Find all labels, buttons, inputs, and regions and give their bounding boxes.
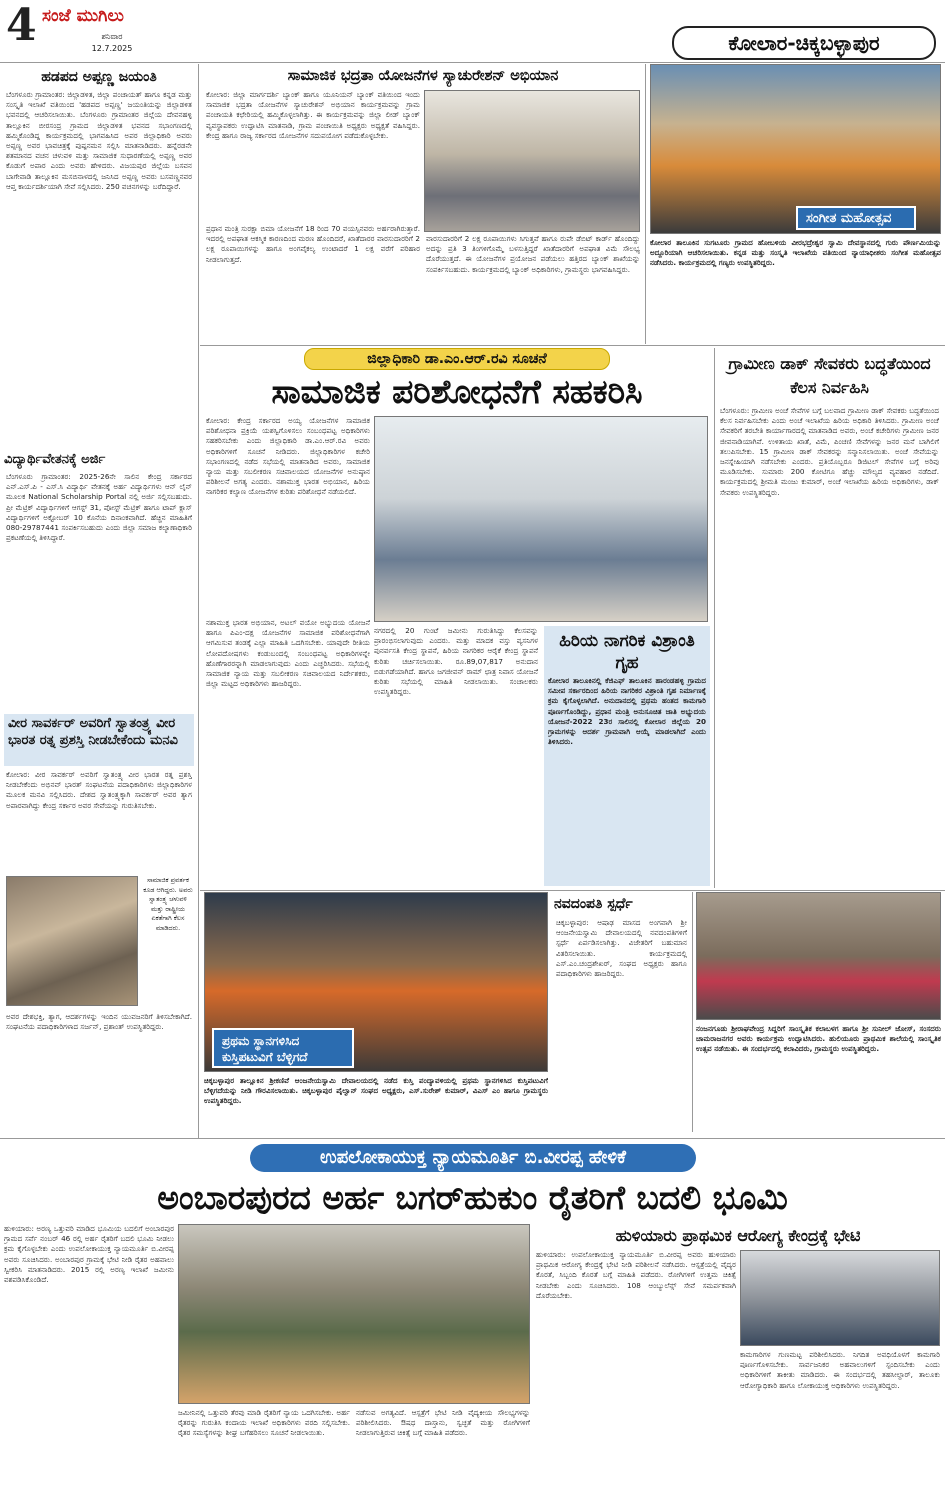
photo-caption: ನಂಜನಗೂಡು ಶ್ರೀರಾಘವೇಂದ್ರ ಸಿದ್ದರಿಗೆ ಸಾಂಸ್ಕೃತಿಕ ಕಲಾಬಳಗ ಹಾಗೂ ಶ್ರೀ ಸುನೀಲ್ ಜೋಸ್, ಸಂಸದರು ಚಾಮರಾಜನಗರ ಅವರು ಕಾರ್ಯಕ್ರಮ ಉದ್ಘಾಟಿಸಿದರು. ಹುಲಿಯೂರು ಪ್ರಾಥಮಿಕ ಶಾಲೆಯಲ್ಲಿ ಸಾಂಸ್ಕೃತಿಕ ಉತ್ಸವ ನಡೆಯಿತು. ಈ ಸಂದರ್ಭದಲ್ಲಿ ಕಲಾವಿದರು, ಗ್ರಾಮಸ್ಥರು ಉಪಸ್ಥಿತರಿದ್ದರು. — [696, 1024, 941, 1054]
story-body: ಚಿಕ್ಕಬಳ್ಳಾಪುರ: ಆಷಾಢ ಮಾಸದ ಅಂಗವಾಗಿ ಶ್ರೀ ಆಂಜನೇಯಸ್ವಾಮಿ ದೇವಾಲಯದಲ್ಲಿ ನವದಂಪತಿಗಳಿಗೆ ಸ್ಪರ್ಧೆ ಏರ್ಪಡಿಸಲಾಗಿತ್ತು. ವಿಜೇತರಿಗೆ ಬಹುಮಾನ ವಿತರಿಸಲಾಯಿತು. ಕಾರ್ಯಕ್ರಮದಲ್ಲಿ ಎಸ್.ಎಂ.ಚಂದ್ರಶೇಖರ್, ಸಂಘದ ಅಧ್ಯಕ್ಷರು ಹಾಗೂ ಪದಾಧಿಕಾರಿಗಳು ಹಾಜರಿದ್ದರು. — [556, 918, 687, 979]
box-title: ಹಿರಿಯ ನಾಗರಿಕ ವಿಶ್ರಾಂತಿ ಗೃಹ — [559, 631, 695, 673]
story-body: ನಡೆಸುವ ಅಗತ್ಯವಿದೆ. ಆಸ್ಪತ್ರೆಗೆ ಭೇಟಿ ನೀಡಿ ವೈದ್ಯಕೀಯ ಸೌಲಭ್ಯಗಳನ್ನು ಪರಿಶೀಲಿಸಿದರು. ಔಷಧ ದಾಸ್ತಾನು, ಸ್ವಚ್ಛತೆ ಮತ್ತು ರೋಗಿಗಳಿಗೆ ನೀಡಲಾಗುತ್ತಿರುವ ಚಿಕಿತ್ಸೆ ಬಗ್ಗೆ ಮಾಹಿತಿ ಪಡೆದರು. — [356, 1408, 530, 1438]
issue-date: 12.7.2025 — [91, 44, 133, 53]
story-body: ಹುಳಿಯಾರು: ಅರಣ್ಯ ಒತ್ತುವರಿ ಮಾಡಿದ ಭೂಮಿಯ ಬದಲಿಗೆ ಅಂಬಾರಪುರ ಗ್ರಾಮದ ಸರ್ವೆ ನಂಬರ್ 46 ರಲ್ಲಿ ಅರ್ಹ ರೈತರಿಗೆ ಬದಲಿ ಭೂಮಿ ನೀಡಲು ಕ್ರಮ ಕೈಗೊಳ್ಳಬೇಕು ಎಂದು ಉಪಲೋಕಾಯುಕ್ತ ನ್ಯಾಯಮೂರ್ತಿ ಬಿ.ವೀರಪ್ಪ ಅವರು ಸೂಚಿಸಿದರು. ಅಂಬಾರಪುರ ಗ್ರಾಮಕ್ಕೆ ಭೇಟಿ ನೀಡಿ ರೈತರ ಅಹವಾಲು ಸ್ವೀಕರಿಸಿ ಮಾತನಾಡಿದರು. 2015 ರಲ್ಲಿ ಅರಣ್ಯ ಇಲಾಖೆ ಜಮೀನು ವಶಪಡಿಸಿಕೊಂಡಿದೆ. — [4, 1224, 174, 1285]
news-photo — [374, 416, 708, 622]
wrestling-story — [204, 892, 548, 1132]
story-body: ಕಾಮಗಾರಿಗಳ ಗುಣಮಟ್ಟ ಪರಿಶೀಲಿಸಿದರು. ನಿಗದಿತ ಅವಧಿಯೊಳಗೆ ಕಾಮಗಾರಿ ಪೂರ್ಣಗೊಳಿಸಬೇಕು. ಸಾರ್ವಜನಿಕರ ಅಹವಾಲುಗಳಿಗೆ ಸ್ಪಂದಿಸಬೇಕು ಎಂದು ಅಧಿಕಾರಿಗಳಿಗೆ ತಾಕೀತು ಮಾಡಿದರು. ಈ ಸಂದರ್ಭದಲ್ಲಿ ತಹಸೀಲ್ದಾರ್, ತಾಲೂಕು ಆರೋಗ್ಯಾಧಿಕಾರಿ ಹಾಗೂ ಲೋಕಾಯುಕ್ತ ಅಧಿಕಾರಿಗಳು ಉಪಸ್ಥಿತರಿದ್ದರು. — [740, 1350, 940, 1390]
story-body: ಅವರ ದೇಶಭಕ್ತಿ, ತ್ಯಾಗ, ಆದರ್ಶಗಳನ್ನು ಇಂದಿನ ಯುವಜನರಿಗೆ ತಿಳಿಸಬೇಕಾಗಿದೆ. ಸಂಘಟನೆಯ ಪದಾಧಿಕಾರಿಗಳಾದ ಸರ್ಜನ್, ಪ್ರಶಾಂತ್ ಉಪಸ್ಥಿತರಿದ್ದರು. — [6, 1012, 192, 1032]
section-title: ಕೋಲಾರ-ಚಿಕ್ಕಬಳ್ಳಾಪುರ — [672, 26, 936, 60]
masthead — [0, 0, 945, 60]
story-kicker: ಉಪಲೋಕಾಯುಕ್ತ ನ್ಯಾಯಮೂರ್ತಿ ಬಿ.ವೀರಪ್ಪ ಹೇಳಿಕೆ — [250, 1144, 696, 1172]
page-number: 4 — [6, 2, 37, 50]
story-body: ಕೋಲಾರ: ವೀರ ಸಾವರ್ಕರ್ ಅವರಿಗೆ ಸ್ವಾತಂತ್ರ್ಯ ವೀರ ಭಾರತ ರತ್ನ ಪ್ರಶಸ್ತಿ ನೀಡಬೇಕೆಂದು ಅಭಿನವ್ ಭಾರತ್ ಸಂಘಟನೆಯ ಪದಾಧಿಕಾರಿಗಳು ಜಿಲ್ಲಾಧಿಕಾರಿಗಳ ಮೂಲಕ ಮನವಿ ಸಲ್ಲಿಸಿದರು. ದೇಶದ ಸ್ವಾತಂತ್ರ್ಯಕ್ಕಾಗಿ ಸಾವರ್ಕರ್ ಅವರ ತ್ಯಾಗ ಅಪಾರವಾಗಿದ್ದು ಕೇಂದ್ರ ಸರ್ಕಾರ ಅವರ ಸೇವೆಯನ್ನು ಗುರುತಿಸಬೇಕು. — [6, 770, 192, 810]
story-body: ಪ್ರಧಾನ ಮಂತ್ರಿ ಸುರಕ್ಷಾ ಬಿಮಾ ಯೋಜನೆಗೆ 18 ರಿಂದ 70 ವಯಸ್ಸಿನವರು ಅರ್ಹರಾಗಿರುತ್ತಾರೆ. ಇದರಲ್ಲಿ ಅಪಘಾತ ಆಕಸ್ಮಿಕ ಕಾರಣದಿಂದ ಮರಣ ಹೊಂದಿದರೆ, ಖಾತೆದಾರರ ವಾರಸುದಾರರಿಗೆ 2 ಲಕ್ಷ ರೂಪಾಯಿಗಳನ್ನು ಹಾಗೂ ಅಂಗವೈಕಲ್ಯ ಉಂಟಾದರೆ 1 ಲಕ್ಷ ವರೆಗೆ ಪರಿಹಾರ ನೀಡಲಾಗುತ್ತದೆ. — [206, 224, 420, 264]
story-body: ನಶಾಮುಕ್ತ ಭಾರತ ಅಭಿಯಾನ, ಅಟಲ್ ವಯೋ ಅಭ್ಯುದಯ ಯೋಜನೆ ಹಾಗೂ ಪಿಎಂ-ದಕ್ಷ ಯೋಜನೆಗಳ ಸಾಮಾಜಿಕ ಪರಿಶೋಧನೆಗಾಗಿ ಆಗಮಿಸುವ ತಂಡಕ್ಕೆ ಎಲ್ಲಾ ಮಾಹಿತಿ ಒದಗಿಸಬೇಕು. ಯಾವುದೇ ರೀತಿಯ ಲೋಪದೋಷಗಳು ಕಂಡುಬಂದಲ್ಲಿ ಸಂಬಂಧಪಟ್ಟ ಅಧಿಕಾರಿಗಳನ್ನೇ ಹೊಣೆಗಾರರನ್ನಾಗಿ ಮಾಡಲಾಗುವುದು ಎಂದು ಎಚ್ಚರಿಸಿದರು. ಸಭೆಯಲ್ಲಿ ಸಾಮಾಜಿಕ ನ್ಯಾಯ ಮತ್ತು ಸಬಲೀಕರಣ ಸಚಿವಾಲಯದ ನಿರ್ದೇಶಕರು, ಜಿಲ್ಲಾ ಮಟ್ಟದ ಅಧಿಕಾರಿಗಳು ಹಾಜರಿದ್ದರು. — [206, 618, 370, 689]
story-body: ಕೋಲಾರ: ಕೇಂದ್ರ ಸರ್ಕಾರದ ಅಯ್ಯ ಯೋಜನೆಗಳ ಸಾಮಾಜಿಕ ಪರಿಶೋಧನಾ ಪ್ರಕ್ರಿಯೆ ಯಶಸ್ವಿಗೊಳಿಸಲು ಸಂಬಂಧಪಟ್ಟ ಅಧಿಕಾರಿಗಳು ಸಹಕರಿಸಬೇಕು ಎಂದು ಜಿಲ್ಲಾಧಿಕಾರಿ ಡಾ.ಎಂ.ಆರ್.ರವಿ ಅವರು ಅಧಿಕಾರಿಗಳಿಗೆ ಸೂಚನೆ ನೀಡಿದರು. ಜಿಲ್ಲಾಧಿಕಾರಿಗಳ ಕಚೇರಿ ಸಭಾಂಗಣದಲ್ಲಿ ನಡೆದ ಸಭೆಯಲ್ಲಿ ಮಾತನಾಡಿದ ಅವರು, ಸಾಮಾಜಿಕ ನ್ಯಾಯ ಮತ್ತು ಸಬಲೀಕರಣ ಸಚಿವಾಲಯದ ಯೋಜನೆಗಳ ಅನುಷ್ಠಾನ ಪರಿಶೀಲನೆ ಅಗತ್ಯ ಎಂದರು. ನಶಾಮುಕ್ತ ಭಾರತ ಅಭಿಯಾನ, ಹಿರಿಯ ನಾಗರಿಕರ ಕಲ್ಯಾಣ ಯೋಜನೆಗಳ ಕುರಿತು ಪರಿಶೋಧನೆ ನಡೆಯಲಿದೆ. — [206, 416, 370, 497]
story-body: ಬೆಂಗಳೂರು ಗ್ರಾಮಾಂತರ: ಜಿಲ್ಲಾಡಳಿತ, ಜಿಲ್ಲಾ ಪಂಚಾಯತ್ ಹಾಗೂ ಕನ್ನಡ ಮತ್ತು ಸಂಸ್ಕೃತಿ ಇಲಾಖೆ ವತಿಯಿಂದ 'ಹಡಪದ ಅಪ್ಪಣ್ಣ' ಜಯಂತಿಯನ್ನು ಜಿಲ್ಲಾಡಳಿತ ಭವನದಲ್ಲಿ ಆಚರಿಸಲಾಯಿತು. ಬೆಂಗಳೂರು ಗ್ರಾಮಾಂತರ ಜಿಲ್ಲೆಯ ದೇವನಹಳ್ಳಿ ತಾಲ್ಲೂಕಿನ ಬೀರಸಂದ್ರ ಗ್ರಾಮದ ಜಿಲ್ಲಾಡಳಿತ ಭವನದ ಸಭಾಂಗಣದಲ್ಲಿ ಹಮ್ಮಿಕೊಂಡಿದ್ದ ಕಾರ್ಯಕ್ರಮದಲ್ಲಿ ಭಾಗವಹಿಸಿದ ಅಪರ ಜಿಲ್ಲಾಧಿಕಾರಿ ಅವರು ಅಪ್ಪಣ್ಣ ಅವರ ಭಾವಚಿತ್ರಕ್ಕೆ ಪುಷ್ಪನಮನ ಸಲ್ಲಿಸಿ ಮಾತನಾಡಿದರು. ಹನ್ನೆರಡನೇ ಶತಮಾನದ ವಚನ ಚಳುವಳಿ ಮತ್ತು ಸಾಮಾಜಿಕ ಸುಧಾರಣೆಯಲ್ಲಿ ಅಪ್ಪಣ್ಣ ಅವರ ಕೊಡುಗೆ ಅಪಾರ ಎಂದು ಅವರು ಹೇಳಿದರು. ವಿಜಯಪುರ ಜಿಲ್ಲೆಯ ಬಸವನ ಬಾಗೇವಾಡಿ ತಾಲ್ಲೂಕಿನ ಮಸಬಿನಾಳದಲ್ಲಿ ಜನಿಸಿದ ಅಪ್ಪಣ್ಣ ಅವರು ಬಸವಣ್ಣನವರ ಆಪ್ತ ಕಾರ್ಯದರ್ಶಿಯಾಗಿ ಸೇವೆ ಸಲ್ಲಿಸಿದರು. 250 ವಚನಗಳನ್ನು ಬರೆದಿದ್ದಾರೆ. — [6, 90, 192, 191]
paper-name: ಸಂಜೆ ಮುಗಿಲು — [42, 6, 124, 26]
dc-story — [204, 348, 710, 888]
dak-story — [718, 352, 941, 888]
story-body: ವಾರಸುದಾರರಿಗೆ 2 ಲಕ್ಷ ರೂಪಾಯಿಗಳು ಸಿಗುತ್ತವೆ ಹಾಗೂ ರುಪೇ ಡೆಬಿಟ್ ಕಾರ್ಡ್ ಹೊಂದಿದ್ದು ಅದನ್ನು ಪ್ರತಿ 3 ತಿಂಗಳಿಗೊಮ್ಮೆ ಬಳಸುತ್ತಿದ್ದರೆ ಖಾತೆದಾರರಿಗೆ ಅಪಘಾತ ವಿಮೆ ಸೌಲಭ್ಯ ದೊರೆಯುತ್ತದೆ. ಈ ಯೋಜನೆಗಳ ಪ್ರಯೋಜನ ಪಡೆಯಲು ಹತ್ತಿರದ ಬ್ಯಾಂಕ್ ಶಾಖೆಯನ್ನು ಸಂಪರ್ಕಿಸಬಹುದು. ಕಾರ್ಯಕ್ರಮದಲ್ಲಿ ಬ್ಯಾಂಕ್ ಅಧಿಕಾರಿಗಳು, ಗ್ರಾಮಸ್ಥರು ಭಾಗವಹಿಸಿದ್ದರು. — [426, 234, 640, 274]
story-title: ಸಾಮಾಜಿಕ ಭದ್ರತಾ ಯೋಜನೆಗಳ ಸ್ಯಾಚುರೇಶನ್ ಅಭಿಯಾನ — [287, 68, 559, 84]
elder-home-box — [544, 626, 710, 886]
story-title: ನವದಂಪತಿ ಸ್ಪರ್ಧೆ — [554, 896, 633, 912]
news-photo — [424, 90, 640, 232]
story-body: ಹುಳಿಯಾರು: ಉಪಲೋಕಾಯುಕ್ತ ನ್ಯಾಯಮೂರ್ತಿ ಬಿ.ವೀರಪ್ಪ ಅವರು ಹುಳಿಯಾರು ಪ್ರಾಥಮಿಕ ಆರೋಗ್ಯ ಕೇಂದ್ರಕ್ಕೆ ಭೇಟಿ ನೀಡಿ ಪರಿಶೀಲನೆ ನಡೆಸಿದರು. ಆಸ್ಪತ್ರೆಯಲ್ಲಿ ವೈದ್ಯರ ಕೊರತೆ, ಸಿಬ್ಬಂದಿ ಕೊರತೆ ಬಗ್ಗೆ ಮಾಹಿತಿ ಪಡೆದರು. ರೋಗಿಗಳಿಗೆ ಉತ್ತಮ ಚಿಕಿತ್ಸೆ ನೀಡಬೇಕು ಎಂದು ಸೂಚಿಸಿದರು. 108 ಆಂಬ್ಯುಲೆನ್ಸ್ ಸೇವೆ ಸಮರ್ಪಕವಾಗಿ ದೊರೆಯಬೇಕು. — [536, 1250, 736, 1300]
photo-side-text: ಸಾಮಾಜಿಕ ಪ್ರವರ್ತಕ ಕೂಡ ಆಗಿದ್ದರು. ಅವರು ಸ್ವಾತಂತ್ರ್ಯ ಚಳುವಳಿ ಮತ್ತು ರಾಷ್ಟ್ರೀಯ ಏಕತೆಗಾಗಿ ಕೆಲಸ ಮಾಡಿದರು. — [143, 876, 193, 932]
story-title: ಹಡಪದ ಅಪ್ಪಣ್ಣ ಜಯಂತಿ — [41, 69, 157, 85]
story-body: ಬೆಂಗಳೂರು ಗ್ರಾಮಾಂತರ: 2025-26ನೇ ಸಾಲಿನ ಕೇಂದ್ರ ಸರ್ಕಾರದ ಎನ್.ಎಸ್.ಪಿ - ಎಸ್.ಸಿ ವಿದ್ಯಾರ್ಥಿ ವೇತನಕ್ಕೆ ಅರ್ಹ ವಿದ್ಯಾರ್ಥಿಗಳು ಆನ್ ಲೈನ್ ಮೂಲಕ National Scholarship Portal ನಲ್ಲಿ ಅರ್ಜಿ ಸಲ್ಲಿಸಬಹುದು. ಪ್ರೀ ಮೆಟ್ರಿಕ್ ವಿದ್ಯಾರ್ಥಿಗಳಿಗೆ ಆಗಸ್ಟ್ 31, ಪೋಸ್ಟ್ ಮೆಟ್ರಿಕ್ ಹಾಗೂ ಟಾಪ್ ಕ್ಲಾಸ್ ವಿದ್ಯಾರ್ಥಿಗಳಿಗೆ ಅಕ್ಟೋಬರ್ 10 ಕೊನೆಯ ದಿನಾಂಕವಾಗಿದೆ. ಹೆಚ್ಚಿನ ಮಾಹಿತಿಗೆ 080-29787441 ಸಂಪರ್ಕಿಸಬಹುದು ಎಂದು ಜಿಲ್ಲಾ ಸಮಾಜ ಕಲ್ಯಾಣಾಧಿಕಾರಿ ಪ್ರಕಟಣೆಯಲ್ಲಿ ತಿಳಿಸಿದ್ದಾರೆ. — [6, 472, 192, 543]
bottom-story — [0, 1140, 945, 1491]
story-title: ವಿದ್ಯಾರ್ಥಿವೇತನಕ್ಕೆ ಅರ್ಜಿ — [4, 452, 106, 467]
photo-label: ಪ್ರಥಮ ಸ್ಥಾನಗಳಿಸಿದ ಕುಸ್ತಿಪಟುವಿಗೆ ಬೆಳ್ಳಿಗದೆ — [212, 1028, 354, 1068]
story-title: ವೀರ ಸಾವರ್ಕರ್ ಅವರಿಗೆ ಸ್ವಾತಂತ್ರ್ಯ ವೀರ ಭಾರತ ರತ್ನ ಪ್ರಶಸ್ತಿ ನೀಡಬೇಕೆಂದು ಮನವಿ — [4, 714, 194, 766]
couple-story — [554, 892, 689, 1132]
music-fest-story — [650, 64, 941, 344]
photo-caption: ಕೋಲಾರ ತಾಲೂಕಿನ ಸುಗಟೂರು ಗ್ರಾಮದ ಹೋಬಳಿಯ ವೀರಭದ್ರೇಶ್ವರ ಸ್ವಾಮಿ ದೇವಸ್ಥಾನದಲ್ಲಿ ಗುರು ಪೌರ್ಣಮಿಯನ್ನು ಅದ್ದೂರಿಯಾಗಿ ಆಚರಿಸಲಾಯಿತು. ಕನ್ನಡ ಮತ್ತು ಸಂಸ್ಕೃತಿ ಇಲಾಖೆಯ ವತಿಯಿಂದ ನ್ಯಾಯಾಧೀಶರು ಸಂಗೀತ ಮಹೋತ್ಸವ ನಡೆಸಿದರು. ಕಾರ್ಯಕ್ರಮದಲ್ಲಿ ಗಣ್ಯರು ಉಪಸ್ಥಿತರಿದ್ದರು. — [650, 238, 941, 268]
photo-label: ಸಂಗೀತ ಮಹೋತ್ಸವ — [796, 206, 916, 230]
photo-caption: ಚಿಕ್ಕಬಳ್ಳಾಪುರ ತಾಲ್ಲೂಕಿನ ಶ್ರೀಕಣಿವೆ ಆಂಜನೇಯಸ್ವಾಮಿ ದೇವಾಲಯದಲ್ಲಿ ನಡೆದ ಕುಸ್ತಿ ಪಂದ್ಯಾವಳಿಯಲ್ಲಿ ಪ್ರಥಮ ಸ್ಥಾನಗಳಿಸಿದ ಕುಸ್ತಿಪಟುವಿಗೆ ಬೆಳ್ಳಿಗದೆಯನ್ನು ನೀಡಿ ಗೌರವಿಸಲಾಯಿತು. ಚಿಕ್ಕಬಳ್ಳಾಪುರ ಪೈಲ್ವಾನ್ ಸಂಘದ ಅಧ್ಯಕ್ಷರು, ಎಸ್.ಸುರೇಶ್ ಕುಮಾರ್, ವಿಎಸ್ ಎಂ ಹಾಗೂ ಗ್ರಾಮಸ್ಥರು ಉಪಸ್ಥಿತರಿದ್ದರು. — [204, 1076, 548, 1106]
news-photo — [178, 1224, 530, 1404]
news-photo — [740, 1250, 940, 1346]
group-photo-story — [696, 892, 941, 1132]
issue-day: ಶನಿವಾರ — [101, 32, 123, 41]
story-title: ಸಾಮಾಜಿಕ ಪರಿಶೋಧನೆಗೆ ಸಹಕರಿಸಿ — [271, 372, 643, 411]
story-body: ಬೆಂಗಳೂರು: ಗ್ರಾಮೀಣ ಅಂಚೆ ಸೇವೆಗಳ ಬಗ್ಗೆ ಬಲವಾದ ಗ್ರಾಮೀಣ ಡಾಕ್ ಸೇವಕರು ಬದ್ಧತೆಯಿಂದ ಕೆಲಸ ನಿರ್ವಹಿಸಬೇಕು ಎಂದು ಅಂಚೆ ಇಲಾಖೆಯ ಹಿರಿಯ ಅಧಿಕಾರಿ ತಿಳಿಸಿದರು. ಗ್ರಾಮೀಣ ಅಂಚೆ ಸೇವಕರಿಗೆ ತರಬೇತಿ ಕಾರ್ಯಾಗಾರದಲ್ಲಿ ಮಾತನಾಡಿದ ಅವರು, ಅಂಚೆ ಕಚೇರಿಗಳು ಗ್ರಾಮೀಣ ಜನರ ಜೀವನಾಡಿಯಾಗಿವೆ. ಉಳಿತಾಯ ಖಾತೆ, ವಿಮೆ, ಪಿಂಚಣಿ ಸೇವೆಗಳನ್ನು ಜನರ ಮನೆ ಬಾಗಿಲಿಗೆ ತಲುಪಿಸಬೇಕು. 15 ಗ್ರಾಮೀಣ ಡಾಕ್ ಸೇವಕರನ್ನು ಸನ್ಮಾನಿಸಲಾಯಿತು. ಅಂಚೆ ಸೇವೆಯನ್ನು ಜನಸ್ನೇಹಿಯಾಗಿ ನಡೆಸಬೇಕು ಎಂದರು. ಪ್ರತಿಯೊಬ್ಬರೂ ಡಿಜಿಟಲ್ ಸೇವೆಗಳ ಬಗ್ಗೆ ಅರಿವು ಮೂಡಿಸಬೇಕು. ಸುಮಾರು 200 ಕೋಟಿಗೂ ಹೆಚ್ಚು ಮೌಲ್ಯದ ವ್ಯವಹಾರ ನಡೆದಿದೆ. ಕಾರ್ಯಕ್ರಮದಲ್ಲಿ ಶ್ರೀಮತಿ ಮಂಜು ಕುಮಾರ್, ಅಂಚೆ ಇಲಾಖೆಯ ಹಿರಿಯ ಅಧಿಕಾರಿಗಳು, ಡಾಕ್ ಸೇವಕರು ಉಪಸ್ಥಿತರಿದ್ದರು. — [720, 406, 939, 497]
story-title: ಅಂಬಾರಪುರದ ಅರ್ಹ ಬಗರ್‌ಹುಕುಂ ರೈತರಿಗೆ ಬದಲಿ ಭೂಮಿ — [157, 1178, 788, 1217]
story-title: ಗ್ರಾಮೀಣ ಡಾಕ್ ಸೇವಕರು ಬದ್ಧತೆಯಿಂದ ಕೆಲಸ ನಿರ್ವಹಿಸಿ — [728, 354, 931, 397]
left-column — [4, 64, 194, 1139]
story-body: ಜಮೀನಿನಲ್ಲಿ ಒತ್ತುವರಿ ತೆರವು ಮಾಡಿ ರೈತರಿಗೆ ನ್ಯಾಯ ಒದಗಿಸಬೇಕು. ಅರ್ಹ ರೈತರನ್ನು ಗುರುತಿಸಿ ಕಂದಾಯ ಇಲಾಖೆ ಅಧಿಕಾರಿಗಳು ವರದಿ ಸಲ್ಲಿಸಬೇಕು. ರೈತರ ಸಮಸ್ಯೆಗಳನ್ನು ಶೀಘ್ರ ಬಗೆಹರಿಸಲು ಸೂಚನೆ ನೀಡಲಾಯಿತು. — [178, 1408, 350, 1438]
news-photo — [6, 876, 138, 1006]
box-body: ಕೋಲಾರ ತಾಲೂಕಿನಲ್ಲಿ ಕೆಜಿಎಫ್ ತಾಲೂಕಿನ ಹಾರಂಡಹಳ್ಳಿ ಗ್ರಾಮದ ಸಮೀಪ ಸರ್ಕಾರದಿಂದ ಹಿರಿಯ ನಾಗರಿಕರ ವಿಶ್ರಾಂತಿ ಗೃಹ ನಿರ್ಮಾಣಕ್ಕೆ ಕ್ರಮ ಕೈಗೊಳ್ಳಲಾಗಿದೆ. ಅನುದಾನದಲ್ಲಿ ಪ್ರಥಮ ಹಂತದ ಕಾಮಗಾರಿ ಪೂರ್ಣಗೊಂಡಿದ್ದು, ಪ್ರಧಾನ ಮಂತ್ರಿ ಅನುಸೂಚಿತ ಜಾತಿ ಅಭ್ಯುದಯ ಯೋಜನೆ-2022 23ರ ಸಾಲಿನಲ್ಲಿ ಕೋಲಾರ ಜಿಲ್ಲೆಯ 20 ಗ್ರಾಮಗಳನ್ನು ಆದರ್ಶ ಗ್ರಾಮವಾಗಿ ಆಯ್ಕೆ ಮಾಡಲಾಗಿದೆ ಎಂದು ತಿಳಿಸಿದರು. — [548, 676, 706, 747]
story-subtitle: ಹುಳಿಯಾರು ಪ್ರಾಥಮಿಕ ಆರೋಗ್ಯ ಕೇಂದ್ರಕ್ಕೆ ಭೇಟಿ — [615, 1226, 861, 1245]
story-body: ಕೋಲಾರ: ಜಿಲ್ಲಾ ಮಾರ್ಗದರ್ಶಿ ಬ್ಯಾಂಕ್ ಹಾಗೂ ಯೂನಿಯನ್ ಬ್ಯಾಂಕ್ ವತಿಯಿಂದ ಇಂದು ಸಾಮಾಜಿಕ ಭದ್ರತಾ ಯೋಜನೆಗಳ ಸ್ಯಾಚುರೇಶನ್ ಅಭಿಯಾನ ಕಾರ್ಯಕ್ರಮವನ್ನು ಗ್ರಾಮ ಪಂಚಾಯತಿ ಕಛೇರಿಯಲ್ಲಿ ಹಮ್ಮಿಕೊಳ್ಳಲಾಗಿತ್ತು. ಈ ಕಾರ್ಯಕ್ರಮವನ್ನು ಜಿಲ್ಲಾ ಲೀಡ್ ಬ್ಯಾಂಕ್ ವ್ಯವಸ್ಥಾಪಕರು ಉದ್ಘಾಟಿಸಿ ಮಾತನಾಡಿ, ಗ್ರಾಮ ಪಂಚಾಯಿತಿ ಅಧ್ಯಕ್ಷರು ಅಧ್ಯಕ್ಷತೆ ವಹಿಸಿದ್ದರು. ಕೇಂದ್ರ ಹಾಗೂ ರಾಜ್ಯ ಸರ್ಕಾರದ ಯೋಜನೆಗಳ ಸದುಪಯೋಗ ಪಡೆದುಕೊಳ್ಳಬೇಕು. — [206, 90, 420, 140]
story-kicker: ಜಿಲ್ಲಾಧಿಕಾರಿ ಡಾ.ಎಂ.ಆರ್.ರವಿ ಸೂಚನೆ — [304, 348, 610, 370]
news-photo — [696, 892, 941, 1020]
top-story — [204, 64, 642, 344]
story-body: ನಗರದಲ್ಲಿ 20 ಗುಂಟೆ ಜಮೀನು ಗುರುತಿಸಿದ್ದು ಕೆಲಸವನ್ನು ಪ್ರಾರಂಭಿಸಲಾಗುವುದು ಎಂದರು. ಮತ್ತು ಮಾದಕ ವಸ್ತು ವ್ಯಸನಿಗಳ ಪುನರ್ವಸತಿ ಕೇಂದ್ರ ಸ್ಥಾಪನೆ, ಹಿರಿಯ ನಾಗರಿಕರ ಆರೈಕೆ ಕೇಂದ್ರ ಸ್ಥಾಪನೆ ಕುರಿತು ಚರ್ಚಿಸಲಾಯಿತು. ರೂ.89,07,817 ಅನುದಾನ ಬಿಡುಗಡೆಯಾಗಿದೆ. ಹಾಗೂ ಜಗಜೀವನ್ ರಾಮ್ ಛಾತ್ರ ನಿವಾಸ ಯೋಜನೆ ಕುರಿತು ಸಭೆಯಲ್ಲಿ ಮಾಹಿತಿ ನೀಡಲಾಯಿತು. ಸಂಚಾಲಕರು ಉಪಸ್ಥಿತರಿದ್ದರು. — [374, 626, 538, 697]
